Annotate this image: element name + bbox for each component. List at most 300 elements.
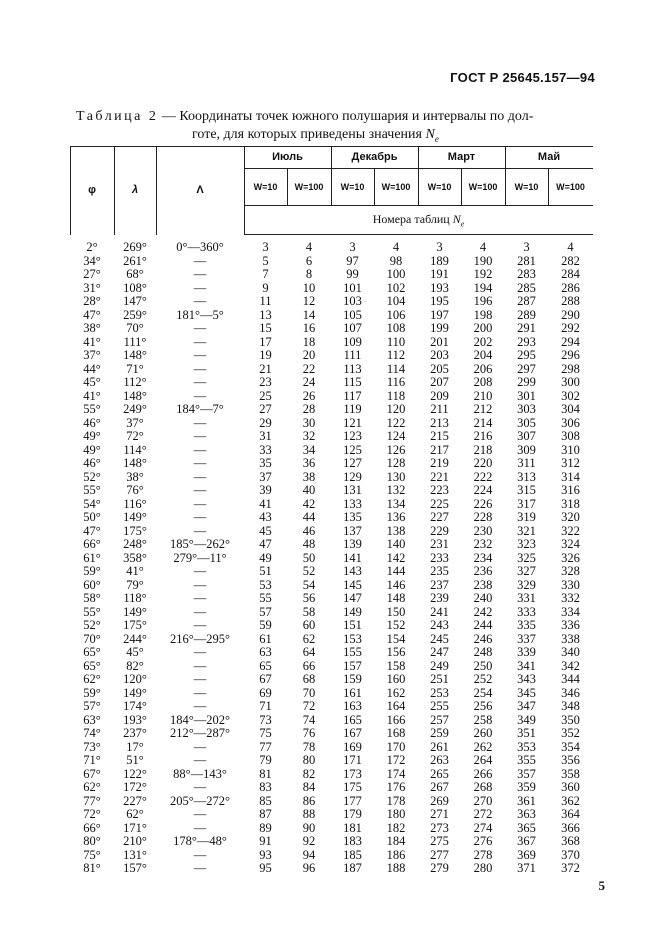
cell-jul-w100: 72 (302, 699, 316, 713)
cell-Lambda: 178°—48° (173, 834, 227, 848)
w10-may: W=10 (514, 182, 539, 192)
cell-may-w100: 330 (561, 577, 580, 592)
cell-mar-w10: 245 (430, 631, 449, 646)
cell-may-w10: 345 (517, 685, 536, 700)
cell-jul-w10: 43 (259, 510, 272, 524)
cell-dec-w100: 182 (386, 820, 406, 835)
cell-phi: 49° (83, 429, 101, 443)
cell-dec-w100: 112 (386, 348, 406, 362)
cell-Lambda: — (193, 591, 207, 605)
cell-lambda: 38° (126, 469, 144, 484)
cell-lambda: 79° (126, 577, 144, 592)
cell-mar-w100: 230 (473, 523, 493, 538)
table-row (70, 403, 593, 417)
table-body (70, 241, 593, 876)
cell-mar-w100: 280 (473, 861, 493, 875)
w100-march: W=100 (468, 182, 498, 192)
cell-jul-w10: 11 (259, 294, 272, 308)
cell-may-w100: 292 (561, 321, 580, 335)
cell-mar-w100: 246 (473, 631, 493, 646)
cell-Lambda: — (193, 672, 207, 686)
cell-jul-w100: 94 (302, 847, 316, 862)
cell-jul-w100: 26 (302, 388, 316, 403)
cell-phi: 77° (83, 793, 101, 808)
cell-mar-w10: 231 (430, 537, 449, 551)
cell-may-w10: 283 (517, 267, 536, 281)
cell-mar-w100: 222 (473, 469, 493, 484)
cell-phi: 54° (83, 496, 101, 511)
cell-dec-w100: 188 (386, 861, 406, 875)
cell-may-w100: 308 (561, 429, 580, 443)
cell-may-w100: 288 (561, 294, 580, 308)
cell-mar-w10: 259 (430, 726, 449, 740)
cell-may-w100: 346 (561, 685, 580, 700)
cell-lambda: 358° (123, 550, 147, 565)
cell-mar-w10: 251 (430, 672, 449, 686)
caption-line2-text: готе, для которых приведены значения (192, 127, 426, 142)
cell-phi: 59° (83, 564, 101, 578)
cell-Lambda: — (193, 861, 207, 875)
cell-lambda: 41° (126, 564, 144, 578)
cell-may-w100: 314 (561, 469, 580, 484)
cell-jul-w100: 48 (302, 537, 316, 551)
cell-Lambda: — (193, 334, 207, 349)
cell-mar-w10: 215 (430, 429, 449, 443)
cell-mar-w100: 210 (473, 388, 493, 403)
cell-may-w100: 328 (561, 564, 580, 578)
cell-may-w10: 333 (517, 604, 536, 619)
cell-dec-w10: 119 (343, 402, 362, 416)
cell-jul-w10: 35 (259, 456, 272, 470)
cell-dec-w10: 167 (343, 726, 362, 740)
cell-may-w100: 322 (561, 523, 580, 538)
table-row (70, 862, 593, 876)
cell-jul-w10: 57 (259, 604, 272, 619)
table-row (70, 336, 593, 350)
cell-jul-w10: 67 (259, 672, 272, 686)
cell-may-w100: 340 (561, 645, 580, 659)
cell-jul-w100: 62 (302, 631, 316, 646)
table-row (70, 606, 593, 620)
cell-may-w10: 325 (517, 550, 536, 565)
cell-dec-w100: 180 (386, 807, 406, 821)
cell-may-w10: 309 (517, 442, 536, 457)
cell-may-w10: 329 (517, 577, 536, 592)
cell-jul-w10: 59 (259, 618, 272, 632)
cell-lambda: 261° (123, 253, 147, 268)
cell-mar-w10: 253 (430, 685, 449, 700)
cell-dec-w100: 154 (386, 631, 406, 646)
cell-jul-w10: 61 (259, 631, 272, 646)
table-row (70, 268, 593, 282)
cell-Lambda: — (193, 739, 207, 754)
cell-mar-w10: 197 (430, 307, 449, 322)
table-row (70, 754, 593, 768)
cell-mar-w100: 194 (473, 280, 493, 295)
table-row (70, 714, 593, 728)
cell-lambda: 237° (123, 726, 147, 740)
cell-may-w100: 282 (561, 253, 580, 268)
table-row (70, 349, 593, 363)
cell-phi: 65° (83, 645, 101, 659)
cell-mar-w10: 275 (430, 834, 449, 848)
cell-Lambda: — (193, 496, 207, 511)
cell-Lambda: 216°—295° (170, 631, 230, 646)
cell-mar-w10: 261 (430, 739, 449, 754)
table-row (70, 592, 593, 606)
cell-mar-w10: 229 (430, 523, 449, 538)
cell-mar-w100: 216 (473, 429, 493, 443)
cell-lambda: 172° (123, 780, 147, 794)
cell-mar-w100: 206 (473, 361, 493, 376)
cell-may-w100: 4 (567, 240, 574, 254)
cell-jul-w100: 78 (302, 739, 316, 754)
col-phi-header: φ (88, 184, 96, 196)
cell-lambda: 51° (126, 753, 144, 767)
cell-may-w100: 366 (561, 820, 580, 835)
cell-mar-w100: 274 (473, 820, 493, 835)
cell-may-w100: 298 (561, 361, 580, 376)
cell-Lambda: — (193, 280, 207, 295)
cell-mar-w100: 238 (473, 577, 493, 592)
cell-dec-w100: 128 (386, 456, 406, 470)
cell-dec-w100: 170 (386, 739, 406, 754)
cell-jul-w10: 23 (259, 375, 272, 389)
cell-mar-w10: 265 (430, 766, 449, 781)
cell-may-w10: 337 (517, 631, 536, 646)
cell-Lambda: — (193, 361, 207, 376)
cell-lambda: 157° (123, 861, 147, 875)
cell-jul-w10: 79 (259, 753, 272, 767)
cell-jul-w100: 16 (302, 321, 316, 335)
cell-Lambda: 184°—202° (170, 712, 230, 727)
cell-lambda: 112° (123, 375, 147, 389)
cell-Lambda: — (193, 483, 207, 497)
cell-phi: 55° (83, 604, 101, 619)
cell-lambda: 108° (123, 280, 147, 295)
cell-dec-w100: 156 (386, 645, 406, 659)
cell-may-w100: 356 (561, 753, 580, 767)
cell-dec-w10: 99 (346, 267, 359, 281)
cell-dec-w10: 159 (343, 672, 362, 686)
table-caption (76, 108, 596, 148)
cell-may-w100: 332 (561, 591, 580, 605)
cell-jul-w100: 4 (305, 240, 313, 254)
table-row (70, 808, 593, 822)
cell-phi: 58° (83, 591, 101, 605)
cell-may-w10: 295 (517, 348, 536, 362)
cell-mar-w10: 213 (430, 415, 449, 430)
caption-line1: — Координаты точек южного полушария и интервалы по дол- (158, 109, 534, 124)
cell-phi: 61° (83, 550, 101, 565)
cell-phi: 52° (83, 469, 101, 484)
table-row (70, 390, 593, 404)
table-row (70, 484, 593, 498)
col-Lambda-header: Λ (196, 184, 204, 196)
cell-mar-w100: 212 (473, 402, 493, 416)
cell-dec-w10: 3 (349, 240, 356, 254)
cell-may-w100: 348 (561, 699, 580, 713)
tables-symbol-sub: e (460, 219, 465, 229)
cell-jul-w100: 86 (302, 793, 316, 808)
cell-may-w10: 319 (517, 510, 536, 524)
table-row (70, 417, 593, 431)
table-row (70, 255, 593, 269)
cell-dec-w100: 118 (386, 388, 406, 403)
cell-mar-w10: 233 (430, 550, 449, 565)
cell-lambda: 175° (123, 523, 147, 538)
cell-jul-w100: 18 (302, 334, 316, 349)
cell-Lambda: — (193, 658, 207, 673)
cell-may-w10: 351 (517, 726, 536, 740)
cell-may-w100: 284 (561, 267, 580, 281)
cell-dec-w10: 151 (343, 618, 362, 632)
w10-december: W=10 (340, 182, 365, 192)
table-row (70, 241, 593, 255)
cell-jul-w100: 96 (302, 861, 316, 875)
cell-dec-w10: 97 (346, 253, 359, 268)
cell-mar-w100: 204 (473, 348, 493, 362)
cell-Lambda: — (193, 348, 207, 362)
cell-may-w10: 287 (517, 294, 536, 308)
cell-lambda: 82° (126, 658, 144, 673)
cell-phi: 41° (83, 334, 101, 349)
cell-Lambda: — (193, 618, 207, 632)
table-row (70, 538, 593, 552)
table-row (70, 700, 593, 714)
cell-jul-w10: 41 (259, 496, 272, 511)
cell-may-w10: 335 (517, 618, 536, 632)
standard-code: ГОСТ Р 25645.157—94 (450, 70, 595, 85)
cell-dec-w100: 160 (386, 672, 406, 686)
cell-lambda: 269° (123, 240, 147, 254)
cell-jul-w100: 50 (302, 550, 316, 565)
cell-mar-w100: 226 (473, 496, 493, 511)
cell-mar-w10: 277 (430, 847, 449, 862)
cell-jul-w10: 19 (259, 348, 272, 362)
cell-may-w10: 285 (517, 280, 536, 295)
cell-Lambda: — (193, 321, 207, 335)
table-row (70, 552, 593, 566)
cell-mar-w100: 252 (473, 672, 493, 686)
cell-phi: 45° (83, 375, 101, 389)
cell-phi: 74° (83, 726, 101, 740)
cell-mar-w10: 191 (430, 267, 449, 281)
cell-Lambda: — (193, 807, 207, 821)
table-row (70, 525, 593, 539)
cell-mar-w100: 220 (473, 456, 493, 470)
cell-jul-w10: 9 (262, 280, 269, 295)
cell-dec-w100: 174 (386, 766, 406, 781)
cell-phi: 66° (83, 820, 101, 835)
cell-may-w100: 324 (561, 537, 580, 551)
cell-dec-w100: 116 (386, 375, 406, 389)
cell-dec-w100: 150 (386, 604, 406, 619)
cell-may-w100: 342 (561, 658, 580, 673)
cell-lambda: 171° (123, 820, 147, 835)
cell-may-w100: 312 (561, 456, 580, 470)
cell-may-w10: 357 (517, 766, 536, 781)
cell-jul-w100: 12 (302, 294, 316, 308)
cell-may-w10: 293 (517, 334, 536, 349)
cell-dec-w100: 106 (386, 307, 406, 322)
cell-jul-w10: 65 (259, 658, 272, 673)
cell-jul-w100: 90 (302, 820, 316, 835)
cell-mar-w10: 211 (430, 402, 449, 416)
cell-mar-w100: 254 (473, 685, 493, 700)
cell-dec-w100: 162 (386, 685, 406, 700)
table-row (70, 511, 593, 525)
cell-jul-w10: 21 (259, 361, 272, 376)
table-row (70, 822, 593, 836)
cell-jul-w10: 77 (259, 739, 272, 754)
cell-mar-w100: 234 (473, 550, 493, 565)
cell-mar-w100: 244 (473, 618, 493, 632)
cell-jul-w100: 34 (302, 442, 316, 457)
cell-mar-w100: 240 (473, 591, 493, 605)
cell-may-w10: 355 (517, 753, 536, 767)
cell-dec-w10: 181 (343, 820, 362, 835)
cell-phi: 70° (83, 631, 101, 646)
cell-lambda: 45° (126, 645, 144, 659)
cell-jul-w10: 81 (259, 766, 272, 781)
w10-july: W=10 (253, 182, 278, 192)
table-row (70, 565, 593, 579)
cell-mar-w100: 198 (473, 307, 493, 322)
cell-dec-w100: 176 (386, 780, 406, 794)
cell-may-w100: 350 (561, 712, 580, 727)
cell-mar-w10: 219 (430, 456, 449, 470)
cell-dec-w10: 129 (343, 469, 362, 484)
cell-jul-w100: 8 (305, 267, 313, 281)
cell-phi: 72° (83, 807, 101, 821)
cell-mar-w100: 218 (473, 442, 493, 457)
cell-mar-w100: 4 (479, 240, 487, 254)
table-row (70, 835, 593, 849)
cell-mar-w100: 268 (473, 780, 493, 794)
cell-Lambda: 205°—272° (170, 793, 230, 808)
cell-jul-w10: 51 (259, 564, 272, 578)
cell-phi: 57° (83, 699, 101, 713)
cell-Lambda: — (193, 429, 207, 443)
cell-dec-w100: 4 (392, 240, 400, 254)
cell-may-w100: 352 (561, 726, 580, 740)
cell-phi: 46° (83, 456, 101, 470)
cell-dec-w100: 148 (386, 591, 406, 605)
cell-jul-w10: 87 (259, 807, 272, 821)
cell-mar-w10: 209 (430, 388, 449, 403)
cell-jul-w100: 82 (302, 766, 316, 781)
cell-phi: 62° (83, 780, 101, 794)
cell-mar-w10: 249 (430, 658, 449, 673)
cell-may-w100: 360 (561, 780, 580, 794)
table-row (70, 498, 593, 512)
cell-jul-w100: 6 (305, 253, 313, 268)
table-row (70, 363, 593, 377)
cell-phi: 81° (83, 861, 101, 875)
cell-dec-w100: 102 (386, 280, 406, 295)
cell-lambda: 71° (126, 361, 144, 376)
cell-phi: 60° (83, 577, 101, 592)
cell-dec-w100: 108 (386, 321, 406, 335)
cell-mar-w10: 239 (430, 591, 449, 605)
cell-lambda: 37° (126, 415, 144, 430)
cell-phi: 34° (83, 253, 101, 268)
cell-jul-w10: 89 (259, 820, 272, 835)
cell-phi: 52° (83, 618, 101, 632)
cell-dec-w100: 164 (386, 699, 406, 713)
cell-jul-w100: 38 (302, 469, 316, 484)
cell-mar-w100: 190 (473, 253, 493, 268)
cell-jul-w10: 29 (259, 415, 272, 430)
table-header (70, 146, 593, 235)
cell-dec-w10: 121 (343, 415, 362, 430)
cell-jul-w10: 33 (259, 442, 272, 457)
cell-mar-w100: 250 (473, 658, 493, 673)
cell-dec-w100: 110 (386, 334, 406, 349)
cell-jul-w10: 17 (259, 334, 272, 349)
cell-dec-w10: 125 (343, 442, 362, 457)
cell-dec-w10: 187 (343, 861, 362, 875)
cell-jul-w10: 47 (259, 537, 272, 551)
cell-may-w100: 320 (561, 510, 580, 524)
cell-mar-w10: 203 (430, 348, 449, 362)
cell-may-w10: 353 (517, 739, 536, 754)
cell-mar-w10: 205 (430, 361, 449, 376)
cell-jul-w100: 20 (302, 348, 316, 362)
cell-lambda: 149° (123, 604, 147, 619)
cell-jul-w10: 13 (259, 307, 272, 322)
cell-may-w10: 359 (517, 780, 536, 794)
cell-dec-w10: 105 (343, 307, 362, 322)
cell-jul-w100: 68 (302, 672, 316, 686)
cell-may-w10: 327 (517, 564, 536, 578)
cell-jul-w100: 76 (302, 726, 316, 740)
cell-jul-w100: 42 (302, 496, 316, 511)
cell-may-w10: 367 (517, 834, 536, 848)
cell-may-w10: 349 (517, 712, 536, 727)
cell-Lambda: 279°—11° (173, 550, 227, 565)
cell-jul-w10: 75 (259, 726, 272, 740)
cell-Lambda: 212°—287° (170, 726, 230, 740)
caption-symbol: N (425, 127, 435, 142)
cell-dec-w100: 100 (386, 267, 406, 281)
caption-label: Таблица 2 (76, 109, 159, 124)
cell-mar-w100: 264 (473, 753, 493, 767)
cell-phi: 49° (83, 442, 101, 457)
cell-dec-w10: 179 (343, 807, 362, 821)
cell-jul-w100: 54 (302, 577, 316, 592)
cell-dec-w100: 98 (389, 253, 403, 268)
cell-dec-w100: 124 (386, 429, 406, 443)
cell-phi: 55° (83, 402, 101, 416)
cell-lambda: 175° (123, 618, 147, 632)
cell-lambda: 148° (123, 456, 147, 470)
cell-dec-w10: 127 (343, 456, 362, 470)
cell-may-w100: 286 (561, 280, 580, 295)
cell-jul-w10: 69 (259, 685, 272, 700)
cell-may-w100: 294 (561, 334, 580, 349)
cell-may-w100: 364 (561, 807, 580, 821)
table-row (70, 282, 593, 296)
cell-mar-w100: 270 (473, 793, 493, 808)
col-lambda-header: λ (131, 184, 139, 196)
cell-dec-w10: 109 (343, 334, 362, 349)
cell-jul-w100: 14 (302, 307, 316, 322)
cell-Lambda: — (193, 253, 207, 268)
cell-dec-w100: 142 (386, 550, 406, 565)
cell-may-w10: 371 (517, 861, 536, 875)
